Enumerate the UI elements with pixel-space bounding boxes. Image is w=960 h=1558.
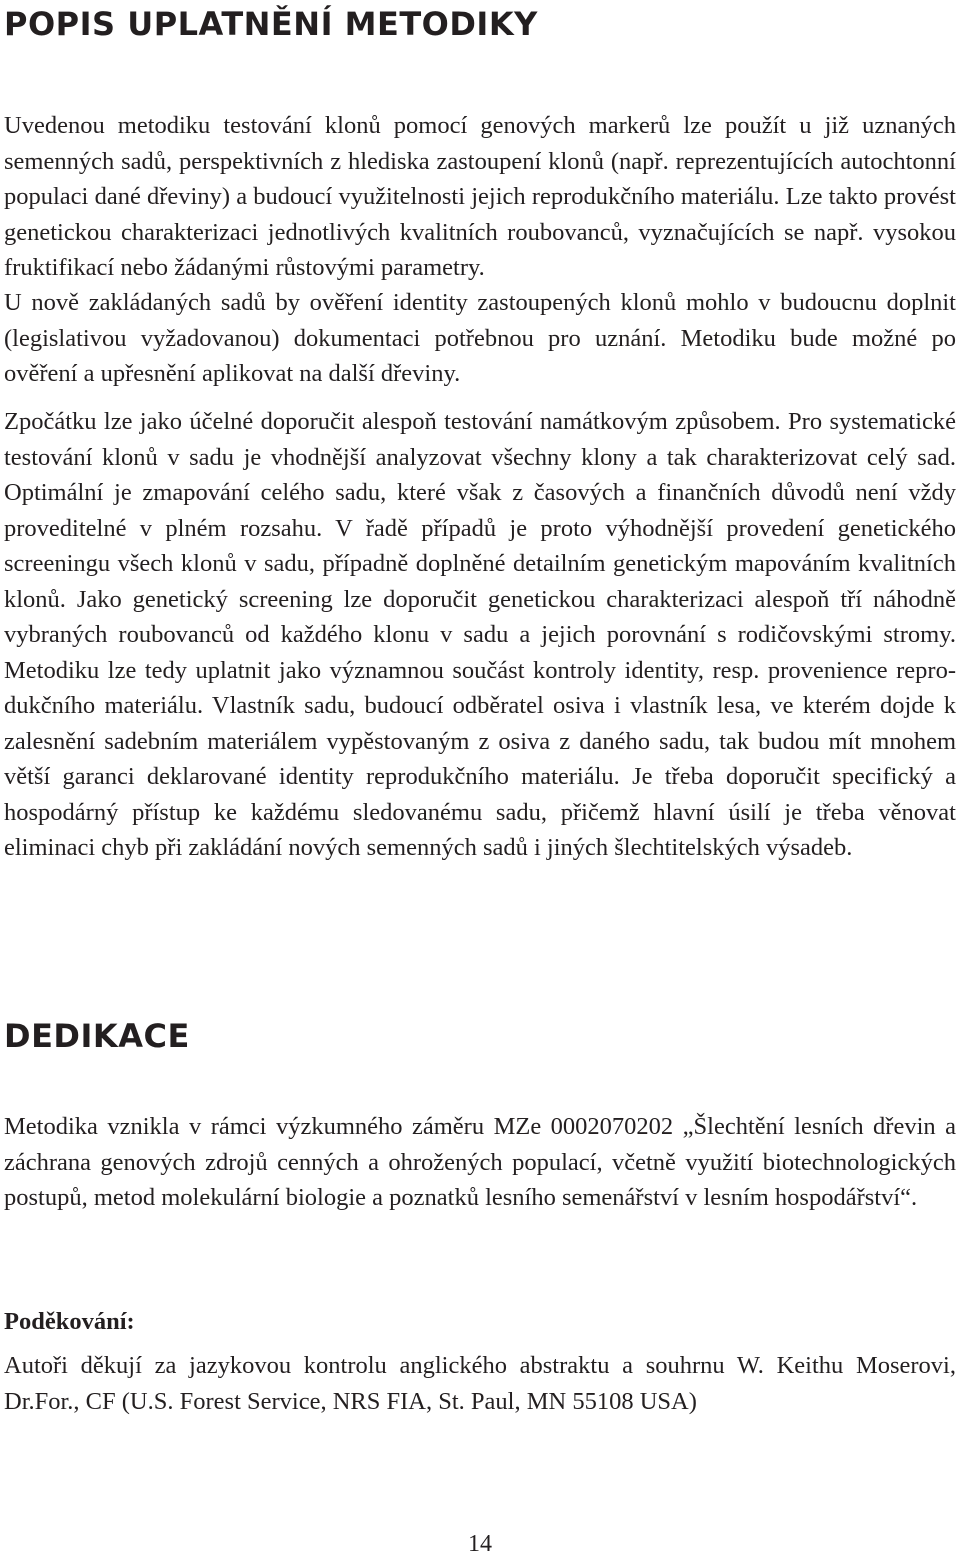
section-heading-popis: POPIS UPLATNĚNÍ METODIKY [4, 5, 538, 43]
acknowledgement-title: Poděkování: [4, 1308, 135, 1335]
paragraph-usage-intro: Uvedenou metodiku testování klonů pomocí genových markerů lze použít u již uznaných semenných sadů, perspektivních z hlediska zastoupení klonů (např. reprezentujících autochtonní populaci dané dřeviny) a budoucí využitelnosti jejich reprodukčního materiálu. Lze takto provést genetickou charakterizaci jednotlivých kvalitních roubovanců, vyznačujících se např. vysokou fruktifikací nebo žádanými růstovými parametry. [4, 112, 956, 281]
section-heading-dedikace: DEDIKACE [4, 1017, 190, 1055]
paragraph-dedication: Metodika vznikla v rámci výzkumného záměru MZe 0002070202 „Šlechtění lesních dřevin a záchrana genových zdrojů cenných a ohrožených populací, včetně využití biotechnologických postupů, metod molekulární biologie a poznatků lesního semenářství v lesním hospodářství“. [4, 1113, 956, 1211]
paragraph-testing-recommendation: Zpočátku lze jako účelné doporučit alespoň testování namátkovým způsobem. Pro systematické testování klonů v sadu je vhodnější analyzovat všechny klony a tak charakterizovat celý sad. Optimální je zmapování celého sadu, které však z časových a finančních důvodů není vždy proveditelné v plném rozsahu. V řadě případů je proto výhodnější provedení genetického screeningu všech klonů v sadu, případně doplněné detailním genetickým mapováním kvalitních klonů. Jako genetický screening lze doporučit genetickou charakterizaci alespoň tří náhodně vybraných roubovanců od každého klonu v sadu a jejich porovnání s rodičovskými stromy. Metodiku lze tedy uplatnit jako významnou součást kontroly identity, resp. provenience reprodukčního materiálu. Vlastník sadu, budoucí odběratel osiva i vlastník lesa, ve kterém dojde k zalesnění sadebním materiálem vypěstovaným z osiva z daného sadu, tak budou mít mnohem větší garanci deklarované identity reprodukčního materiálu. Je třeba doporučit specifický a hospodárný přístup ke každému sledovanému sadu, přičemž hlavní úsilí je třeba věnovat eliminaci chyb při zakládání nových semenných sadů i jiných šlechtitelských výsadeb. [4, 408, 956, 861]
page-number: 14 [468, 1531, 492, 1557]
paragraph-new-orchards: U nově zakládaných sadů by ověření identity zastoupených klonů mohlo v budoucnu doplnit (legislativou vyžadovanou) dokumentaci potřebnou pro uznání. Metodiku bude možné po ověření a upřesnění aplikovat na další dřeviny. [4, 289, 956, 387]
paragraph-acknowledgement: Autoři děkují za jazykovou kontrolu anglického abstraktu a souhrnu W. Keithu Moserovi, Dr.For., CF (U.S. Forest Service, NRS FIA, St. Paul, MN 55108 USA) [4, 1352, 956, 1415]
